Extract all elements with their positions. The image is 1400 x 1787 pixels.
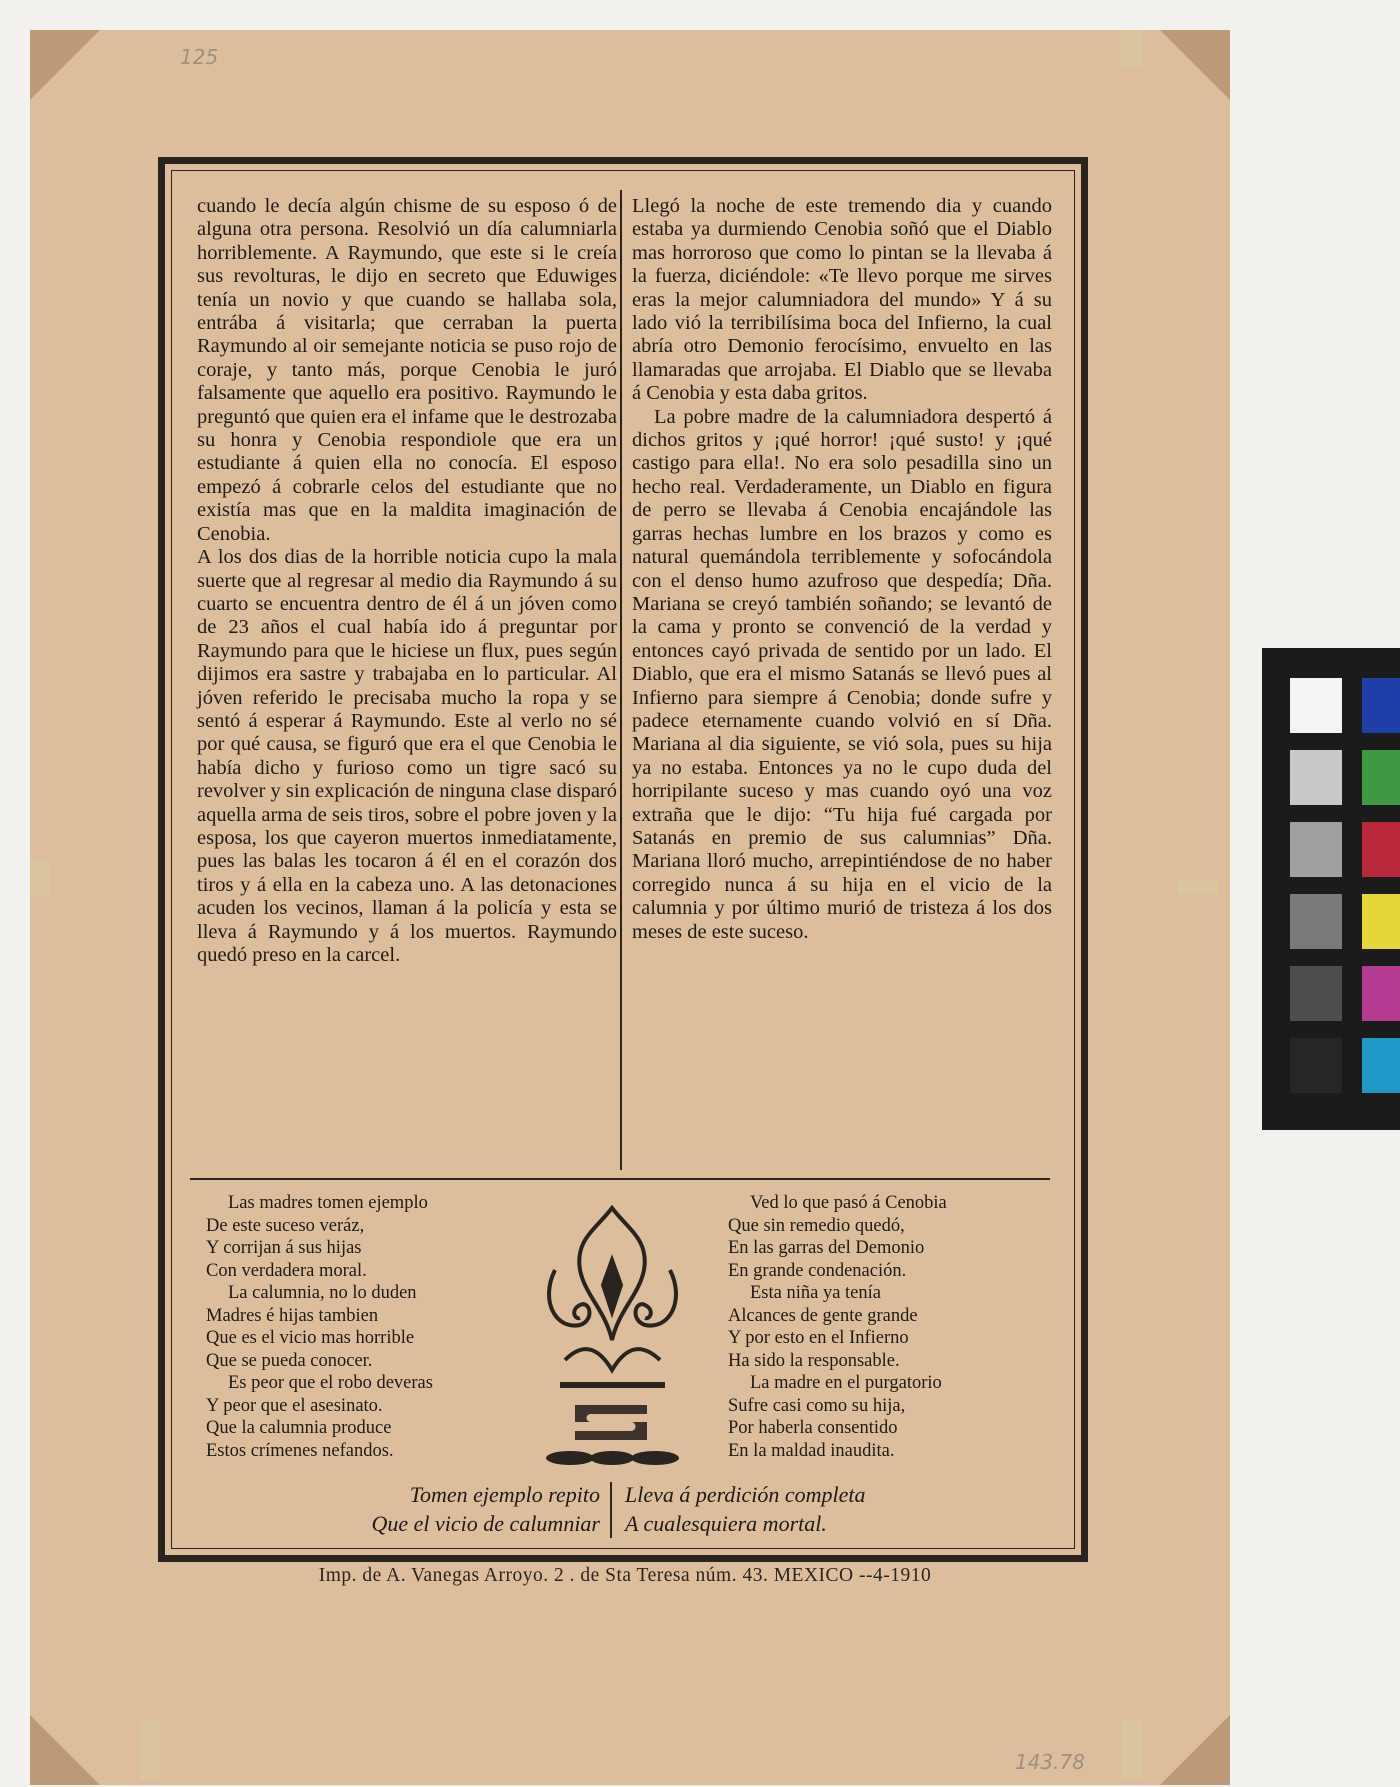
verse-line: En las garras del Demonio bbox=[728, 1238, 925, 1258]
column-divider bbox=[620, 190, 622, 1170]
paragraph: La pobre madre de la calumniadora despertó á dichos gritos y ¡qué horror! ¡qué susto! y ¡qué castigo para ella!. No era solo pesadilla sino un hecho real. Verdaderamente, un Diablo en figura de perro se llevaba á Cenobia encajándole las garras hechas lumbre en los brazos y como es natural quemándola terriblemente y sofocándola con el denso humo azufroso que despedía; Dña. Mariana se creyó también soñando; se levantó de la cama y pronto se convenció de la verdad y entonces cayó privada de sentido por un lado. El Diablo, que era el mismo Satanás se llevó pues al Infierno para siempre á Cenobia; donde sufre y padece eternamente cuando volvió en sí Dña. Mariana al dia siguiente, se vió sola, pues su hija ya no estaba. Entonces ya no le cupo duda del horripilante suceso y mas cuando oyó una voz extraña que le dijo: “Tu hija fué cargada por Satanás en premio de sus calumnias” Dña. Mariana lloró mucho, arrepintiéndose de no haber corregido nunca á su hija en el vicio de la calumnia y por último murió de tristeza á los dos meses de este suceso. bbox=[632, 405, 1052, 943]
color-swatch bbox=[1362, 822, 1400, 877]
verse-line: Que la calumnia produce bbox=[206, 1418, 392, 1438]
right-text-column bbox=[632, 195, 1052, 944]
verse-line: Sufre casi como su hija, bbox=[728, 1395, 906, 1416]
tape-strip bbox=[1178, 880, 1218, 894]
closing-line: A cualesquiera mortal. bbox=[625, 1511, 827, 1536]
verse-line: Estos crímenes nefandos. bbox=[206, 1440, 394, 1461]
pencil-number-top: 125 bbox=[180, 45, 219, 69]
closing-line: Lleva á perdición completa bbox=[625, 1482, 866, 1507]
gray-swatch bbox=[1290, 1038, 1342, 1093]
verse-line: La calumnia, no lo duden bbox=[228, 1283, 417, 1303]
tape-strip bbox=[1122, 1720, 1142, 1780]
gray-swatch bbox=[1290, 966, 1342, 1021]
verse-line: Que se pueda conocer. bbox=[206, 1350, 373, 1371]
section-divider bbox=[190, 1178, 1050, 1180]
verse-line: Alcances de gente grande bbox=[728, 1305, 918, 1326]
verse-line: Que es el vicio mas horrible bbox=[206, 1328, 415, 1348]
corner-damage-top-right bbox=[1160, 30, 1230, 100]
verse-line: De este suceso veráz, bbox=[206, 1215, 365, 1236]
color-swatch bbox=[1362, 894, 1400, 949]
verse-left bbox=[206, 1192, 506, 1462]
verse-line: Por haberla consentido bbox=[728, 1418, 898, 1438]
tape-strip bbox=[140, 1720, 160, 1780]
verse-line: Y corrijan á sus hijas bbox=[206, 1238, 362, 1258]
pencil-number-bottom: 143.78 bbox=[1015, 1750, 1085, 1774]
verse-line: Ved lo que pasó á Cenobia bbox=[750, 1193, 947, 1213]
verse-line: Y por esto en el Infierno bbox=[728, 1328, 909, 1348]
verse-line: Las madres tomen ejemplo bbox=[228, 1193, 428, 1213]
tape-strip bbox=[1120, 30, 1142, 68]
corner-damage-bottom-left bbox=[30, 1715, 100, 1785]
verse-line: Y peor que el asesinato. bbox=[206, 1395, 383, 1416]
color-swatch bbox=[1362, 1038, 1400, 1093]
verse-line: Que sin remedio quedó, bbox=[728, 1215, 905, 1236]
gray-swatch bbox=[1290, 822, 1342, 877]
verse-line: En la maldad inaudita. bbox=[728, 1440, 895, 1461]
paragraph: Llegó la noche de este tremendo dia y cuando estaba ya durmiendo Cenobia soñó que el Diablo mas horroroso que como lo pintan se la llevaba á la fuerza, diciéndole: «Te llevo porque me sirves eras la mejor calumniadora del mundo» Y á su lado vió la terribilísima boca del Infierno, la cual abría otro Demonio ferocísimo, envuelto en las llamaradas que arrojaba. El Diablo que se llevaba á Cenobia y esta daba gritos. bbox=[632, 195, 1052, 405]
closing-divider bbox=[610, 1482, 612, 1538]
verse-line: Madres é hijas tambien bbox=[206, 1305, 379, 1326]
ornament-icon bbox=[535, 1200, 690, 1470]
paragraph: A los dos dias de la horrible noticia cupo la mala suerte que al regresar al medio dia Raymundo á su cuarto se encuentra dentro de él á un jóven como de 23 años el cual había ido á preguntar por Raymundo para que le hiciese un flux, pues según dijimos era sastre y trabajaba en lo particular. Al jóven referido le precisaba mucho la ropa y se sentó á esperar á Raymundo. Este al verlo no sé por qué causa, se figuró que era el que Cenobia le había dicho y furioso como un tigre sacó su revolver y sin explicación de ninguna clase disparó aquella arma de seis tiros, sobre el pobre joven y la esposa, los que cayeron muertos inmediatamente, pues las balas les tocaron á él en el corazón dos tiros y á ella en la cabeza uno. A las detonaciones acuden los vecinos, llaman á la policía y esta se lleva á Raymundo y á los muertos. Raymundo quedó preso en la carcel. bbox=[197, 546, 617, 966]
color-swatch bbox=[1362, 678, 1400, 733]
corner-damage-top-left bbox=[30, 30, 100, 100]
verse-line: Ha sido la responsable. bbox=[728, 1350, 900, 1371]
gray-swatch bbox=[1290, 750, 1342, 805]
closing-left bbox=[300, 1480, 600, 1538]
color-swatch bbox=[1362, 966, 1400, 1021]
left-text-column bbox=[197, 195, 617, 967]
gray-swatch bbox=[1290, 894, 1342, 949]
color-swatch bbox=[1362, 750, 1400, 805]
closing-line: Tomen ejemplo repito bbox=[409, 1482, 600, 1507]
printer-imprint: Imp. de A. Vanegas Arroyo. 2 . de Sta Teresa núm. 43. MEXICO --4-1910 bbox=[318, 1565, 932, 1586]
verse-line: La madre en el purgatorio bbox=[750, 1373, 942, 1393]
verse-line: En grande condenación. bbox=[728, 1260, 907, 1281]
corner-damage-bottom-right bbox=[1160, 1715, 1230, 1785]
verse-right bbox=[728, 1192, 1028, 1462]
verse-line: Con verdadera moral. bbox=[206, 1260, 367, 1281]
closing-right bbox=[625, 1480, 985, 1538]
tape-strip bbox=[30, 860, 50, 896]
verse-line: Esta niña ya tenía bbox=[750, 1283, 881, 1303]
gray-swatch bbox=[1290, 678, 1342, 733]
verse-line: Es peor que el robo deveras bbox=[228, 1373, 433, 1393]
closing-line: Que el vicio de calumniar bbox=[371, 1511, 600, 1536]
paragraph: cuando le decía algún chisme de su esposo ó de alguna otra persona. Resolvió un día calumniarla horriblemente. A Raymundo, que este si le creía sus revolturas, le dijo en secreto que Eduwiges tenía un novio y que cuando se hallaba sola, entrába á visitarla; que cerraban la puerta Raymundo al oir semejante noticia se puso rojo de coraje, y tanto más, porque Cenobia le juró falsamente que aquello era positivo. Raymundo le preguntó que quien era el infame que le destrozaba su honra y Cenobia respondiole que era un estudiante á quien ella no conocía. El esposo empezó á cobrarle celos del estudiante que no existía mas que en la maldita imaginación de Cenobia. bbox=[197, 195, 617, 545]
color-calibration-chart bbox=[1262, 648, 1400, 1130]
